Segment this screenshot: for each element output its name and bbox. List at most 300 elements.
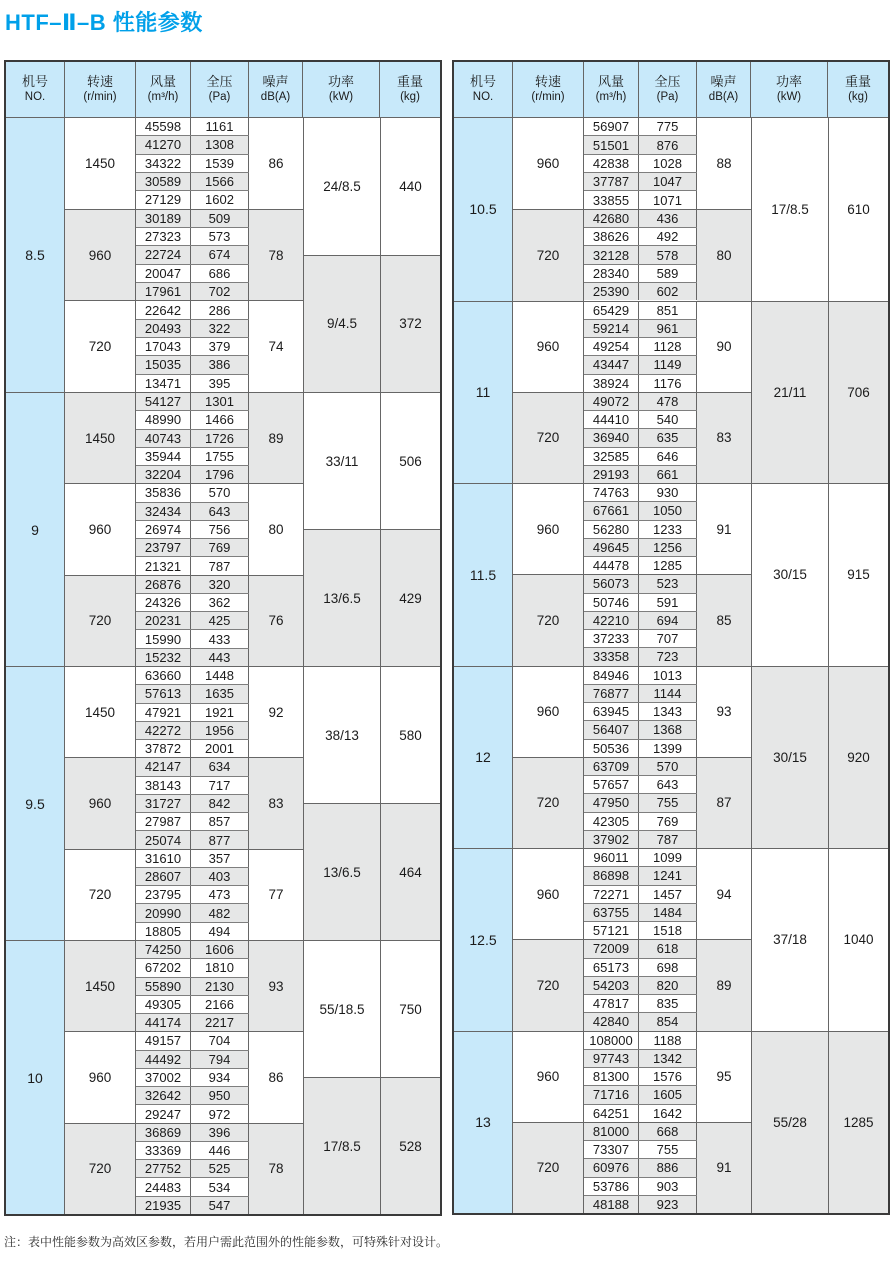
speed-cell: 960 <box>513 302 584 392</box>
noise-cell: 89 <box>697 940 751 1030</box>
airflow-cell: 30589 <box>136 173 191 190</box>
pressure-cell: 668 <box>639 1123 697 1140</box>
header-label: 转速 <box>86 73 113 89</box>
speed-group <box>65 209 303 301</box>
pressure-cell: 930 <box>639 484 697 501</box>
speed-group <box>65 1031 303 1122</box>
data-row <box>136 520 249 538</box>
header-cell-noise <box>249 62 303 117</box>
speed-group <box>65 300 303 392</box>
pressure-cell: 877 <box>191 831 249 848</box>
power-cell: 9/4.5 <box>304 255 380 393</box>
weight-cell: 372 <box>381 255 440 393</box>
header-label: 噪声 <box>710 73 737 89</box>
power-column <box>751 1032 828 1214</box>
data-row <box>136 812 249 830</box>
pressure-cell: 769 <box>191 539 249 556</box>
pressure-cell: 523 <box>639 575 697 592</box>
airflow-cell: 42680 <box>584 210 639 227</box>
speed-group <box>65 118 303 209</box>
data-row <box>136 410 249 428</box>
data-row <box>584 958 697 976</box>
pressure-cell: 1099 <box>639 849 697 866</box>
data-row <box>584 556 697 574</box>
header-cell-flow <box>584 62 639 117</box>
pressure-cell: 379 <box>191 338 249 355</box>
speed-cell: 720 <box>513 1123 584 1213</box>
speed-cell: 960 <box>65 758 136 848</box>
airflow-cell: 24483 <box>136 1178 191 1195</box>
header-label: 风量 <box>149 73 176 89</box>
airflow-cell: 49254 <box>584 338 639 355</box>
airflow-cell: 30189 <box>136 210 191 227</box>
machine-section <box>454 483 888 666</box>
airflow-cell: 44410 <box>584 411 639 428</box>
data-rows <box>136 484 249 574</box>
speed-groups <box>65 393 303 666</box>
pressure-cell: 769 <box>639 813 697 830</box>
airflow-cell: 43447 <box>584 356 639 373</box>
footnote: 注：表中性能参数为高效区参数，若用户需此范围外的性能参数，可特殊针对设计。 <box>4 1235 449 1249</box>
data-row <box>136 1086 249 1104</box>
data-row <box>136 1159 249 1177</box>
weight-cell: 750 <box>399 1001 422 1017</box>
pressure-cell: 482 <box>191 904 249 921</box>
airflow-cell: 47817 <box>584 995 639 1012</box>
data-row <box>584 885 697 903</box>
data-row <box>136 830 249 848</box>
header-sublabel: (Pa) <box>208 91 231 104</box>
pressure-cell: 1457 <box>639 886 697 903</box>
machine-section <box>6 666 440 940</box>
data-row <box>584 1085 697 1103</box>
pressure-cell: 1466 <box>191 411 249 428</box>
pressure-cell: 591 <box>639 594 697 611</box>
noise-cell: 80 <box>697 210 751 301</box>
airflow-cell: 63660 <box>136 667 191 684</box>
data-row <box>136 1013 249 1031</box>
data-row <box>584 135 697 153</box>
header-cell-noise <box>697 62 751 117</box>
airflow-cell: 60976 <box>584 1159 639 1176</box>
data-row <box>136 154 249 172</box>
pressure-cell: 1368 <box>639 721 697 738</box>
speed-group <box>65 1123 303 1214</box>
data-row <box>584 684 697 702</box>
header-sublabel: (kW) <box>328 91 354 104</box>
airflow-cell: 27987 <box>136 813 191 830</box>
airflow-cell: 36869 <box>136 1124 191 1141</box>
airflow-cell: 67202 <box>136 959 191 976</box>
pressure-cell: 835 <box>639 995 697 1012</box>
airflow-cell: 49305 <box>136 996 191 1013</box>
machine-section <box>6 940 440 1214</box>
pressure-cell: 1149 <box>639 356 697 373</box>
pressure-cell: 1566 <box>191 173 249 190</box>
header-label: 重量 <box>396 73 423 89</box>
airflow-cell: 50746 <box>584 594 639 611</box>
pressure-cell: 1285 <box>639 557 697 574</box>
noise-cell: 74 <box>268 339 284 355</box>
data-row <box>136 995 249 1013</box>
pressure-cell: 854 <box>639 1013 697 1030</box>
power-column <box>751 118 828 301</box>
weight-cell: 464 <box>381 803 440 940</box>
pressure-cell: 755 <box>639 1141 697 1158</box>
speed-cell: 720 <box>65 576 136 666</box>
airflow-cell: 22642 <box>136 301 191 318</box>
power-cell: 13/6.5 <box>304 803 380 940</box>
header-sublabel: dB(A) <box>708 91 739 104</box>
pressure-cell: 1233 <box>639 521 697 538</box>
pressure-cell: 1635 <box>191 685 249 702</box>
pressure-cell: 923 <box>639 1196 697 1213</box>
weight-column <box>828 849 888 1031</box>
pressure-cell: 589 <box>639 265 697 282</box>
airflow-cell: 33855 <box>584 191 639 208</box>
speed-group <box>513 574 751 665</box>
header-sublabel: (kW) <box>776 91 802 104</box>
data-row <box>136 337 249 355</box>
pressure-cell: 473 <box>191 886 249 903</box>
pressure-cell: 1642 <box>639 1105 697 1122</box>
speed-groups <box>513 667 751 849</box>
speed-groups <box>513 302 751 484</box>
data-row <box>584 154 697 172</box>
pressure-cell: 1576 <box>639 1068 697 1085</box>
pressure-cell: 820 <box>639 977 697 994</box>
performance-table-left <box>4 60 442 1216</box>
speed-group <box>65 757 303 848</box>
pressure-cell: 540 <box>639 411 697 428</box>
airflow-cell: 74250 <box>136 941 191 958</box>
machine-no-cell: 13 <box>454 1032 513 1214</box>
airflow-cell: 32128 <box>584 246 639 263</box>
machine-section <box>6 392 440 666</box>
data-row <box>584 465 697 483</box>
speed-group <box>65 393 303 483</box>
header-label: 功率 <box>775 73 802 89</box>
header-label: 机号 <box>469 73 496 89</box>
data-row <box>136 1032 249 1049</box>
pressure-cell: 425 <box>191 612 249 629</box>
data-row <box>584 210 697 227</box>
airflow-cell: 38143 <box>136 777 191 794</box>
power-cell: 30/15 <box>752 667 828 849</box>
data-row <box>136 667 249 684</box>
airflow-cell: 42305 <box>584 813 639 830</box>
pressure-cell: 1796 <box>191 466 249 483</box>
pressure-cell: 903 <box>639 1178 697 1195</box>
airflow-cell: 32434 <box>136 503 191 520</box>
speed-cell: 960 <box>513 667 584 757</box>
airflow-cell: 35836 <box>136 484 191 501</box>
data-row <box>584 1123 697 1140</box>
speed-groups <box>513 849 751 1031</box>
pressure-cell: 635 <box>639 429 697 446</box>
pressure-cell: 1176 <box>639 375 697 392</box>
weight-cell: 706 <box>829 302 888 484</box>
speed-cell: 960 <box>513 1032 584 1122</box>
data-row <box>136 648 249 666</box>
pressure-cell: 723 <box>639 648 697 665</box>
data-row <box>136 1104 249 1122</box>
data-row <box>136 1141 249 1159</box>
data-row <box>584 1067 697 1085</box>
pressure-cell: 698 <box>639 959 697 976</box>
power-column <box>751 849 828 1031</box>
airflow-cell: 22724 <box>136 246 191 263</box>
data-row <box>136 776 249 794</box>
data-row <box>136 374 249 392</box>
data-row <box>136 1177 249 1195</box>
noise-cell: 86 <box>268 155 284 171</box>
pressure-cell: 674 <box>191 246 249 263</box>
airflow-cell: 42147 <box>136 758 191 775</box>
airflow-cell: 56907 <box>584 118 639 135</box>
speed-group <box>513 1032 751 1122</box>
weight-cell: 440 <box>399 178 422 194</box>
speed-group <box>65 483 303 574</box>
pressure-cell: 1128 <box>639 338 697 355</box>
noise-cell: 80 <box>268 521 284 537</box>
airflow-cell: 24326 <box>136 594 191 611</box>
noise-cell: 93 <box>249 941 303 1031</box>
airflow-cell: 67661 <box>584 502 639 519</box>
header-label: 机号 <box>21 73 48 89</box>
data-row <box>584 520 697 538</box>
pressure-cell: 876 <box>639 136 697 153</box>
data-row <box>584 190 697 208</box>
data-row <box>136 447 249 465</box>
airflow-cell: 20990 <box>136 904 191 921</box>
pressure-cell: 2001 <box>191 740 249 757</box>
machine-no-cell: 10 <box>6 941 65 1214</box>
data-row <box>584 447 697 465</box>
noise-cell: 85 <box>697 575 751 665</box>
speed-groups <box>513 484 751 666</box>
data-row <box>136 556 249 574</box>
pressure-cell: 1301 <box>191 393 249 410</box>
weight-column <box>828 118 888 301</box>
data-row <box>136 538 249 556</box>
airflow-cell: 38626 <box>584 228 639 245</box>
pressure-cell: 357 <box>191 850 249 867</box>
table-header-row <box>454 62 888 118</box>
airflow-cell: 26876 <box>136 576 191 593</box>
data-row <box>136 264 249 282</box>
header-label: 风量 <box>597 73 624 89</box>
weight-cell: 580 <box>399 727 422 743</box>
pressure-cell: 1399 <box>639 740 697 757</box>
data-row <box>136 172 249 190</box>
airflow-cell: 40743 <box>136 430 191 447</box>
pressure-cell: 1144 <box>639 685 697 702</box>
data-rows <box>136 118 249 209</box>
pressure-cell: 1071 <box>639 191 697 208</box>
weight-column <box>380 118 440 392</box>
data-row <box>136 576 249 593</box>
airflow-cell: 28607 <box>136 868 191 885</box>
noise-cell: 87 <box>697 758 751 848</box>
airflow-cell: 31727 <box>136 795 191 812</box>
weight-cell: 1040 <box>843 932 874 948</box>
speed-group <box>513 939 751 1030</box>
data-row <box>584 501 697 519</box>
speed-group <box>65 941 303 1031</box>
airflow-cell: 37233 <box>584 630 639 647</box>
pressure-cell: 433 <box>191 630 249 647</box>
speed-cell: 720 <box>513 575 584 665</box>
data-row <box>584 994 697 1012</box>
data-row <box>136 758 249 775</box>
pressure-cell: 1602 <box>191 191 249 208</box>
data-row <box>136 684 249 702</box>
performance-table-right <box>452 60 890 1215</box>
pressure-cell: 492 <box>639 228 697 245</box>
data-rows <box>584 484 697 574</box>
airflow-cell: 56073 <box>584 575 639 592</box>
header-sublabel: NO. <box>472 91 494 104</box>
machine-no-cell: 12.5 <box>454 849 513 1031</box>
airflow-cell: 63755 <box>584 904 639 921</box>
noise-cell: 78 <box>249 210 303 301</box>
data-row <box>584 575 697 592</box>
pressure-cell: 403 <box>191 868 249 885</box>
airflow-cell: 49072 <box>584 393 639 410</box>
airflow-cell: 37002 <box>136 1069 191 1086</box>
airflow-cell: 32642 <box>136 1087 191 1104</box>
pressure-cell: 755 <box>639 794 697 811</box>
pressure-cell: 1539 <box>191 155 249 172</box>
airflow-cell: 65429 <box>584 302 639 319</box>
pressure-cell: 961 <box>639 320 697 337</box>
speed-cell: 1450 <box>65 118 136 209</box>
data-row <box>136 922 249 940</box>
data-row <box>584 647 697 665</box>
airflow-cell: 15990 <box>136 630 191 647</box>
speed-cell: 1450 <box>65 941 136 1031</box>
data-rows <box>584 1032 697 1122</box>
speed-cell: 960 <box>65 1032 136 1122</box>
airflow-cell: 45598 <box>136 118 191 135</box>
pressure-cell: 756 <box>191 521 249 538</box>
noise-cell: 91 <box>716 521 732 537</box>
weight-column <box>828 484 888 666</box>
speed-groups <box>65 118 303 392</box>
data-row <box>136 484 249 501</box>
power-cell: 17/8.5 <box>304 1077 380 1214</box>
airflow-cell: 44492 <box>136 1051 191 1068</box>
data-row <box>584 410 697 428</box>
pressure-cell: 286 <box>191 301 249 318</box>
machine-section <box>6 118 440 392</box>
machine-section <box>454 848 888 1031</box>
data-rows <box>584 393 697 483</box>
airflow-cell: 108000 <box>584 1032 639 1049</box>
data-row <box>136 850 249 867</box>
weight-cell: 429 <box>381 529 440 666</box>
airflow-cell: 59214 <box>584 320 639 337</box>
speed-cell: 720 <box>513 393 584 483</box>
speed-cell: 1450 <box>65 393 136 483</box>
data-row <box>136 502 249 520</box>
data-row <box>584 720 697 738</box>
airflow-cell: 56280 <box>584 521 639 538</box>
pressure-cell: 494 <box>191 923 249 940</box>
airflow-cell: 47921 <box>136 704 191 721</box>
header-label: 噪声 <box>262 73 289 89</box>
pressure-cell: 602 <box>639 283 697 300</box>
speed-group <box>513 849 751 939</box>
pressure-cell: 1050 <box>639 502 697 519</box>
airflow-cell: 37787 <box>584 173 639 190</box>
data-row <box>136 465 249 483</box>
airflow-cell: 28340 <box>584 265 639 282</box>
pressure-cell: 1755 <box>191 448 249 465</box>
data-row <box>136 319 249 337</box>
power-cell: 37/18 <box>773 932 807 948</box>
header-label: 全压 <box>654 73 681 89</box>
machine-section <box>454 301 888 484</box>
machine-no-cell: 11 <box>454 302 513 484</box>
data-row <box>584 866 697 884</box>
speed-cell: 720 <box>513 210 584 301</box>
data-row <box>584 940 697 957</box>
power-cell: 33/11 <box>325 453 359 469</box>
airflow-cell: 53786 <box>584 1178 639 1195</box>
airflow-cell: 35944 <box>136 448 191 465</box>
pressure-cell: 1448 <box>191 667 249 684</box>
speed-group <box>65 575 303 666</box>
data-row <box>584 758 697 775</box>
header-cell-power <box>751 62 828 117</box>
airflow-cell: 49157 <box>136 1032 191 1049</box>
noise-cell: 95 <box>716 1069 732 1085</box>
data-rows <box>136 941 249 1031</box>
pressure-cell: 707 <box>639 630 697 647</box>
airflow-cell: 44478 <box>584 557 639 574</box>
data-row <box>584 355 697 373</box>
noise-cell: 93 <box>716 704 732 720</box>
header-label: 转速 <box>534 73 561 89</box>
pressure-cell: 694 <box>639 612 697 629</box>
pressure-cell: 525 <box>191 1160 249 1177</box>
data-rows <box>136 210 249 301</box>
pressure-cell: 386 <box>191 356 249 373</box>
pressure-cell: 1810 <box>191 959 249 976</box>
speed-group <box>513 757 751 848</box>
machine-section <box>454 118 888 301</box>
airflow-cell: 27129 <box>136 191 191 208</box>
noise-cell: 86 <box>268 1069 284 1085</box>
airflow-cell: 37902 <box>584 831 639 848</box>
data-row <box>136 703 249 721</box>
noise-cell: 92 <box>268 704 284 720</box>
pressure-cell: 1308 <box>191 136 249 153</box>
header-cell-weight <box>828 62 888 117</box>
airflow-cell: 13471 <box>136 375 191 392</box>
pressure-cell: 950 <box>191 1087 249 1104</box>
airflow-cell: 17961 <box>136 283 191 300</box>
pressure-cell: 478 <box>639 393 697 410</box>
pressure-cell: 2130 <box>191 978 249 995</box>
header-cell-speed <box>65 62 136 117</box>
pressure-cell: 443 <box>191 649 249 666</box>
pressure-cell: 842 <box>191 795 249 812</box>
data-row <box>136 958 249 976</box>
pressure-cell: 643 <box>639 776 697 793</box>
